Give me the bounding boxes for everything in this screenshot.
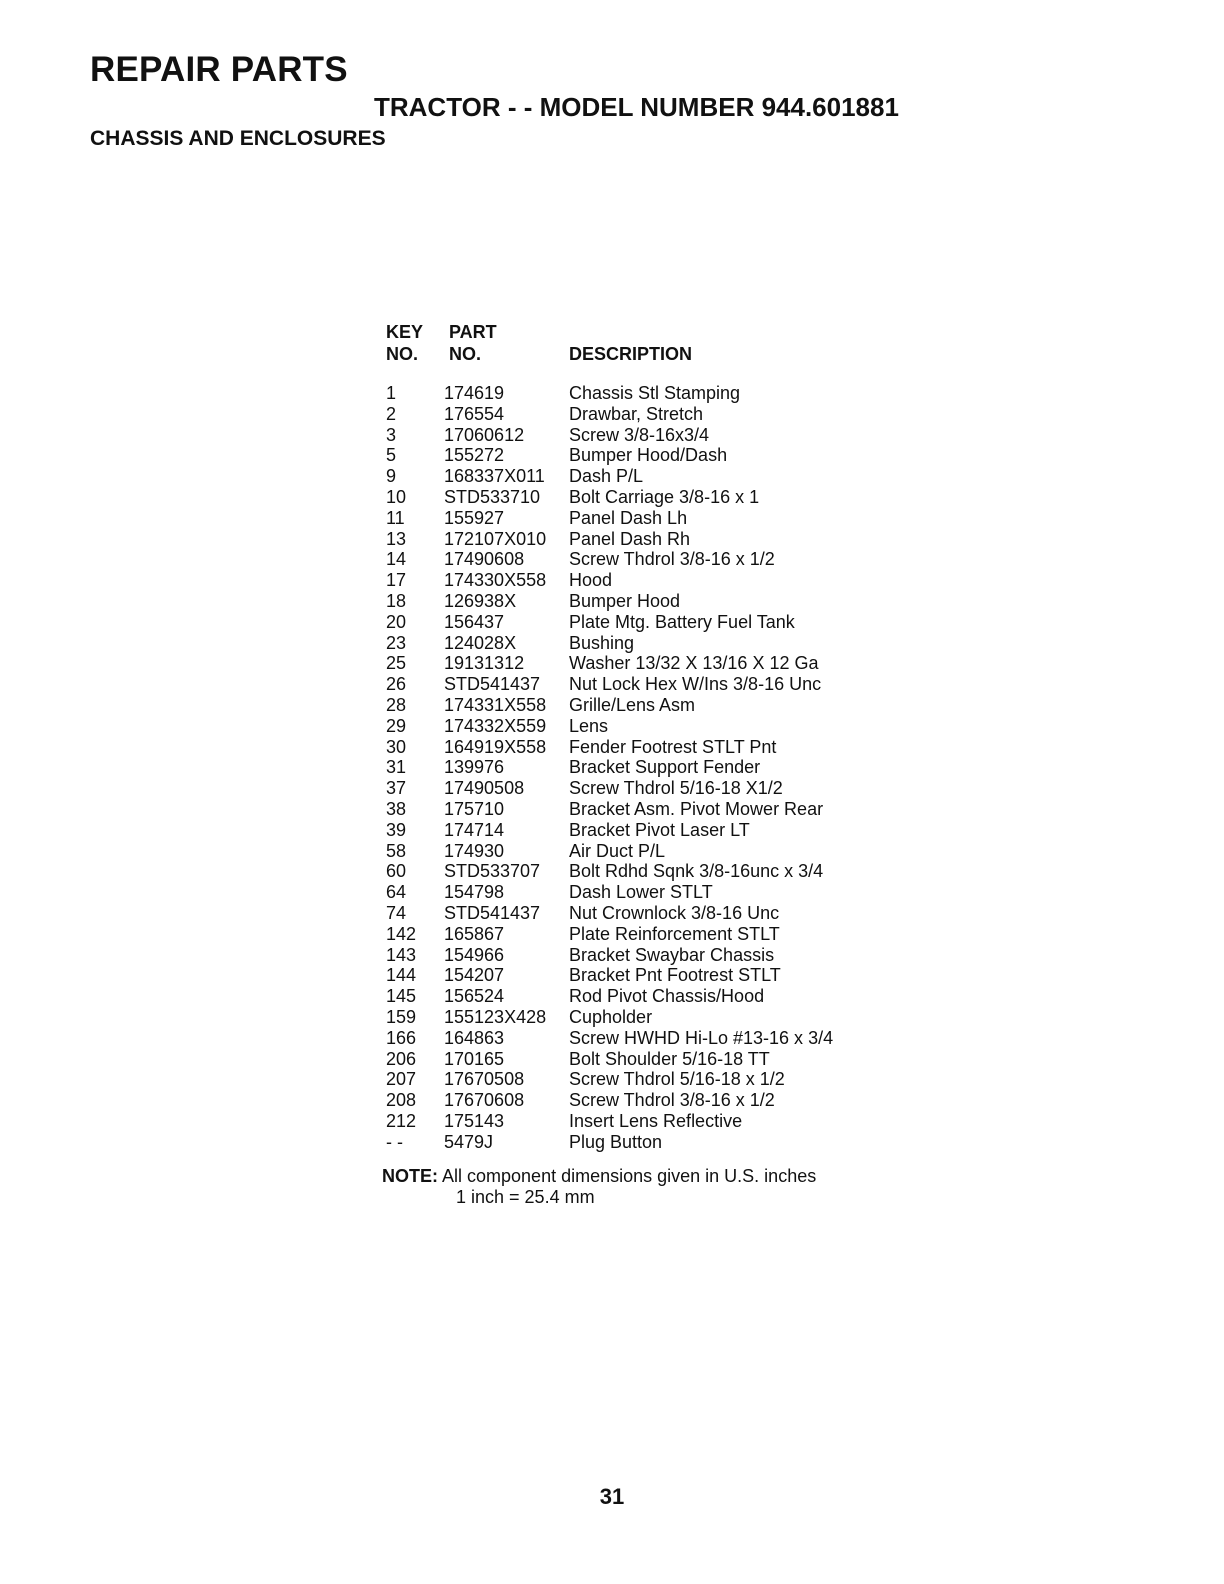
part-no: 175710 — [444, 798, 505, 819]
part-no: 156524 — [444, 986, 505, 1007]
part-description: Cupholder — [569, 1006, 653, 1027]
key-no: 18 — [386, 590, 407, 611]
parts-row — [386, 924, 906, 945]
model-heading: TRACTOR - - MODEL NUMBER 944.601881 — [374, 92, 899, 122]
note-line2: 1 inch = 25.4 mm — [456, 1187, 595, 1207]
parts-row — [386, 882, 906, 903]
part-no: 139976 — [444, 757, 505, 778]
part-description: Screw Thdrol 3/8-16 x 1/2 — [569, 549, 775, 570]
key-no: 37 — [386, 778, 407, 799]
parts-row — [386, 487, 906, 508]
key-no: 208 — [386, 1090, 417, 1111]
key-no: 9 — [386, 466, 397, 487]
parts-row — [386, 1028, 906, 1049]
part-description: Bumper Hood — [569, 590, 681, 611]
part-no: STD533710 — [444, 486, 541, 507]
part-no: 155272 — [444, 445, 505, 466]
part-no: 172107X010 — [444, 528, 547, 549]
part-description: Panel Dash Lh — [569, 507, 688, 528]
part-no: 174714 — [444, 819, 505, 840]
part-description: Chassis Stl Stamping — [569, 383, 741, 403]
parts-row — [386, 1007, 906, 1028]
key-no: - - — [386, 1131, 403, 1152]
key-no: 3 — [386, 424, 397, 445]
parts-row — [386, 695, 906, 716]
part-description: Washer 13/32 X 13/16 X 12 Ga — [569, 653, 819, 674]
page-number: 31 — [599, 1484, 625, 1509]
header-description: DESCRIPTION — [569, 344, 693, 364]
parts-row — [386, 1090, 906, 1111]
part-description: Screw Thdrol 3/8-16 x 1/2 — [569, 1090, 775, 1111]
parts-row — [386, 1132, 906, 1153]
part-no: 168337X011 — [444, 466, 545, 487]
part-description: Bushing — [569, 632, 635, 653]
note — [382, 1166, 816, 1208]
part-no: 156437 — [444, 611, 505, 632]
parts-row — [386, 986, 906, 1007]
part-description: Bracket Pnt Footrest STLT — [569, 965, 781, 986]
part-no: 154207 — [444, 965, 505, 986]
part-no: 164919X558 — [444, 736, 547, 757]
parts-list — [386, 321, 906, 1152]
parts-row — [386, 674, 906, 695]
key-no: 11 — [386, 507, 405, 528]
key-no: 142 — [386, 923, 417, 944]
parts-row — [386, 1049, 906, 1070]
part-no: 17490608 — [444, 549, 525, 570]
part-no: STD541437 — [444, 902, 541, 923]
key-no: 74 — [386, 902, 407, 923]
part-description: Bracket Pivot Laser LT — [569, 819, 750, 840]
part-description: Hood — [569, 570, 613, 591]
part-description: Bolt Shoulder 5/16-18 TT — [569, 1048, 770, 1069]
key-no: 144 — [386, 965, 417, 986]
part-no: 174332X559 — [444, 715, 547, 736]
parts-row — [386, 820, 906, 841]
part-description: Drawbar, Stretch — [569, 403, 704, 424]
part-no: 17060612 — [444, 424, 525, 445]
parts-rows — [386, 383, 906, 1152]
parts-row — [386, 861, 906, 882]
part-no: 176554 — [444, 403, 505, 424]
parts-row — [386, 549, 906, 570]
parts-list-header — [386, 321, 906, 373]
parts-row — [386, 965, 906, 986]
part-description: Lens — [569, 715, 609, 736]
key-no: 60 — [386, 861, 407, 882]
part-no: 155123X428 — [444, 1006, 547, 1027]
key-no: 166 — [386, 1027, 417, 1048]
header-key-line2: NO. — [386, 344, 419, 364]
parts-row — [386, 591, 906, 612]
key-no: 30 — [386, 736, 407, 757]
section-heading: CHASSIS AND ENCLOSURES — [90, 127, 386, 150]
key-no: 26 — [386, 674, 407, 695]
key-no: 1 — [386, 383, 397, 403]
part-description: Screw Thdrol 5/16-18 x 1/2 — [569, 1069, 785, 1090]
part-description: Dash P/L — [569, 466, 644, 487]
parts-row — [386, 445, 906, 466]
part-description: Rod Pivot Chassis/Hood — [569, 986, 765, 1007]
key-no: 25 — [386, 653, 407, 674]
parts-row — [386, 633, 906, 654]
parts-row — [386, 466, 906, 487]
part-no: 170165 — [444, 1048, 505, 1069]
part-description: Bolt Carriage 3/8-16 x 1 — [569, 486, 760, 507]
part-description: Bracket Asm. Pivot Mower Rear — [569, 798, 824, 819]
parts-row — [386, 778, 906, 799]
key-no: 28 — [386, 694, 407, 715]
key-no: 39 — [386, 819, 407, 840]
part-no: 19131312 — [444, 653, 525, 674]
key-no: 212 — [386, 1110, 417, 1131]
parts-row — [386, 737, 906, 758]
key-no: 29 — [386, 715, 407, 736]
part-no: 124028X — [444, 632, 517, 653]
key-no: 38 — [386, 798, 407, 819]
part-description: Plate Mtg. Battery Fuel Tank — [569, 611, 795, 632]
part-no: STD533707 — [444, 861, 541, 882]
parts-row — [386, 1069, 906, 1090]
parts-row — [386, 716, 906, 737]
key-no: 58 — [386, 840, 407, 861]
part-description: Screw HWHD Hi-Lo #13-16 x 3/4 — [569, 1027, 834, 1048]
parts-row — [386, 841, 906, 862]
key-no: 20 — [386, 611, 407, 632]
part-no: 155927 — [444, 507, 505, 528]
part-no: 164863 — [444, 1027, 505, 1048]
part-description: Panel Dash Rh — [569, 528, 691, 549]
part-description: Nut Lock Hex W/Ins 3/8-16 Unc — [569, 674, 822, 695]
key-no: 17 — [386, 570, 407, 591]
part-description: Insert Lens Reflective — [569, 1110, 743, 1131]
part-no: 174331X558 — [444, 694, 547, 715]
part-description: Bolt Rdhd Sqnk 3/8-16unc x 3/4 — [569, 861, 824, 882]
part-no: 165867 — [444, 923, 505, 944]
note-label: NOTE: — [382, 1166, 438, 1186]
header-key-line1: KEY — [386, 322, 424, 342]
key-no: 64 — [386, 882, 407, 903]
part-no: 17670608 — [444, 1090, 525, 1111]
parts-row — [386, 1111, 906, 1132]
parts-row — [386, 570, 906, 591]
part-description: Plate Reinforcement STLT — [569, 923, 780, 944]
part-description: Bracket Support Fender — [569, 757, 761, 778]
part-description: Air Duct P/L — [569, 840, 666, 861]
key-no: 206 — [386, 1048, 417, 1069]
key-no: 2 — [386, 403, 397, 424]
part-no: 154798 — [444, 882, 505, 903]
part-no: 126938X — [444, 590, 517, 611]
key-no: 13 — [386, 528, 407, 549]
parts-row — [386, 425, 906, 446]
key-no: 5 — [386, 445, 397, 466]
parts-row — [386, 383, 906, 404]
key-no: 23 — [386, 632, 407, 653]
part-description: Screw 3/8-16x3/4 — [569, 424, 710, 445]
parts-row — [386, 529, 906, 550]
header-part-line2: NO. — [449, 344, 482, 364]
parts-row — [386, 404, 906, 425]
part-no: 154966 — [444, 944, 505, 965]
parts-row — [386, 653, 906, 674]
parts-row — [386, 612, 906, 633]
part-no: 174619 — [444, 383, 505, 403]
part-no: 5479J — [444, 1131, 494, 1152]
part-description: Screw Thdrol 5/16-18 X1/2 — [569, 778, 783, 799]
part-description: Plug Button — [569, 1131, 663, 1152]
parts-row — [386, 799, 906, 820]
part-no: STD541437 — [444, 674, 541, 695]
part-description: Bumper Hood/Dash — [569, 445, 728, 466]
parts-row — [386, 508, 906, 529]
key-no: 143 — [386, 944, 417, 965]
part-description: Dash Lower STLT — [569, 882, 713, 903]
part-no: 175143 — [444, 1110, 505, 1131]
part-description: Fender Footrest STLT Pnt — [569, 736, 777, 757]
key-no: 10 — [386, 486, 407, 507]
key-no: 159 — [386, 1006, 417, 1027]
header-part-line1: PART — [449, 322, 497, 342]
page-title: REPAIR PARTS — [90, 50, 348, 89]
part-no: 174930 — [444, 840, 505, 861]
part-no: 174330X558 — [444, 570, 547, 591]
part-description: Bracket Swaybar Chassis — [569, 944, 775, 965]
part-description: Nut Crownlock 3/8-16 Unc — [569, 902, 780, 923]
note-line1: All component dimensions given in U.S. inches — [442, 1166, 817, 1186]
parts-row — [386, 903, 906, 924]
parts-row — [386, 945, 906, 966]
key-no: 145 — [386, 986, 417, 1007]
part-no: 17670508 — [444, 1069, 525, 1090]
key-no: 14 — [386, 549, 407, 570]
key-no: 31 — [386, 757, 407, 778]
key-no: 207 — [386, 1069, 417, 1090]
part-no: 17490508 — [444, 778, 525, 799]
parts-row — [386, 757, 906, 778]
part-description: Grille/Lens Asm — [569, 694, 696, 715]
